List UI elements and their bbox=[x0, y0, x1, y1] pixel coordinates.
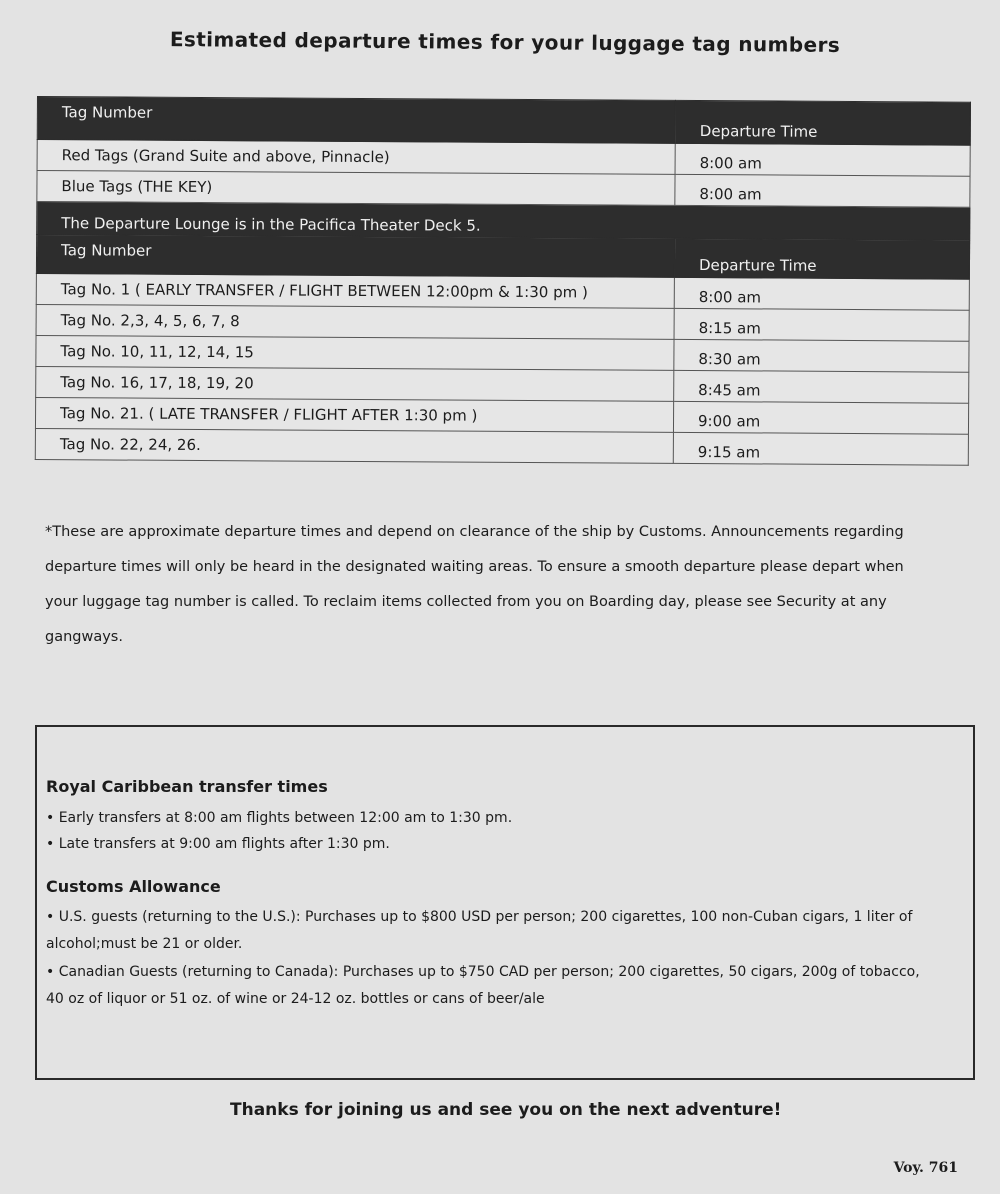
tag-cell: Tag No. 22, 24, 26. bbox=[35, 428, 673, 463]
info-box bbox=[35, 725, 975, 1080]
time-cell: 8:00 am bbox=[675, 174, 970, 207]
page-title: Estimated departure times for your luggage tag numbers bbox=[169, 27, 841, 57]
departure-times-table bbox=[35, 96, 971, 466]
time-cell: 9:15 am bbox=[673, 432, 968, 465]
approximate-times-note bbox=[45, 515, 960, 655]
table-row bbox=[35, 428, 968, 465]
time-cell: 8:00 am bbox=[674, 277, 969, 310]
lounge-note: The Departure Lounge is in the Pacifica Theater Deck 5. bbox=[37, 202, 970, 241]
header-tag-number: Tag Number bbox=[37, 97, 675, 144]
customs-heading: Customs Allowance bbox=[46, 877, 221, 896]
early-transfer-item: • Early transfers at 8:00 am flights between 12:00 am to 1:30 pm. bbox=[46, 810, 513, 826]
note-line: your luggage tag number is called. To reclaim items collected from you on Boarding day, please see Security at any bbox=[45, 594, 887, 610]
tag-cell: Tag No. 21. ( LATE TRANSFER / FLIGHT AFTER 1:30 pm ) bbox=[35, 397, 673, 432]
header-departure-time: Departure Time bbox=[675, 100, 970, 145]
table-header-row bbox=[37, 97, 970, 146]
tag-cell: Tag No. 1 ( EARLY TRANSFER / FLIGHT BETWEEN 12:00pm & 1:30 pm ) bbox=[36, 273, 674, 308]
tag-cell: Red Tags (Grand Suite and above, Pinnacle) bbox=[37, 140, 675, 175]
us-guests-line: alcohol;must be 21 or older. bbox=[46, 936, 243, 952]
tag-cell: Tag No. 16, 17, 18, 19, 20 bbox=[36, 366, 674, 401]
time-cell: 8:00 am bbox=[675, 143, 970, 176]
canadian-guests-line: • Canadian Guests (returning to Canada): Purchases up to $750 CAD per person; 200 cigarettes, 50 cigars, 200g of tobacco, bbox=[46, 964, 920, 980]
tag-cell: Blue Tags (THE KEY) bbox=[37, 171, 675, 206]
note-line: departure times will only be heard in the designated waiting areas. To ensure a smooth departure please depart when bbox=[45, 559, 904, 575]
header-departure-time: Departure Time bbox=[674, 238, 969, 279]
late-transfer-item: • Late transfers at 9:00 am flights after 1:30 pm. bbox=[46, 836, 390, 852]
note-line: *These are approximate departure times and depend on clearance of the ship by Customs. Announcements regarding bbox=[45, 524, 904, 540]
time-cell: 9:00 am bbox=[673, 401, 968, 434]
table-header-row bbox=[36, 235, 969, 280]
us-guests-line: • U.S. guests (returning to the U.S.): Purchases up to $800 USD per person; 200 cigarettes, 100 non-Cuban cigars, 1 liter of bbox=[46, 909, 913, 925]
time-cell: 8:15 am bbox=[674, 308, 969, 341]
thanks-message: Thanks for joining us and see you on the next adventure! bbox=[230, 1100, 782, 1120]
tag-cell: Tag No. 10, 11, 12, 14, 15 bbox=[36, 335, 674, 370]
transfer-times-heading: Royal Caribbean transfer times bbox=[46, 777, 328, 796]
voyage-number: Voy. 761 bbox=[893, 1160, 958, 1176]
canadian-guests-line: 40 oz of liquor or 51 oz. of wine or 24-12 oz. bottles or cans of beer/ale bbox=[46, 991, 545, 1007]
time-cell: 8:30 am bbox=[674, 339, 969, 372]
time-cell: 8:45 am bbox=[674, 370, 969, 403]
header-tag-number: Tag Number bbox=[36, 235, 674, 278]
tag-cell: Tag No. 2,3, 4, 5, 6, 7, 8 bbox=[36, 304, 674, 339]
note-line: gangways. bbox=[45, 629, 123, 645]
